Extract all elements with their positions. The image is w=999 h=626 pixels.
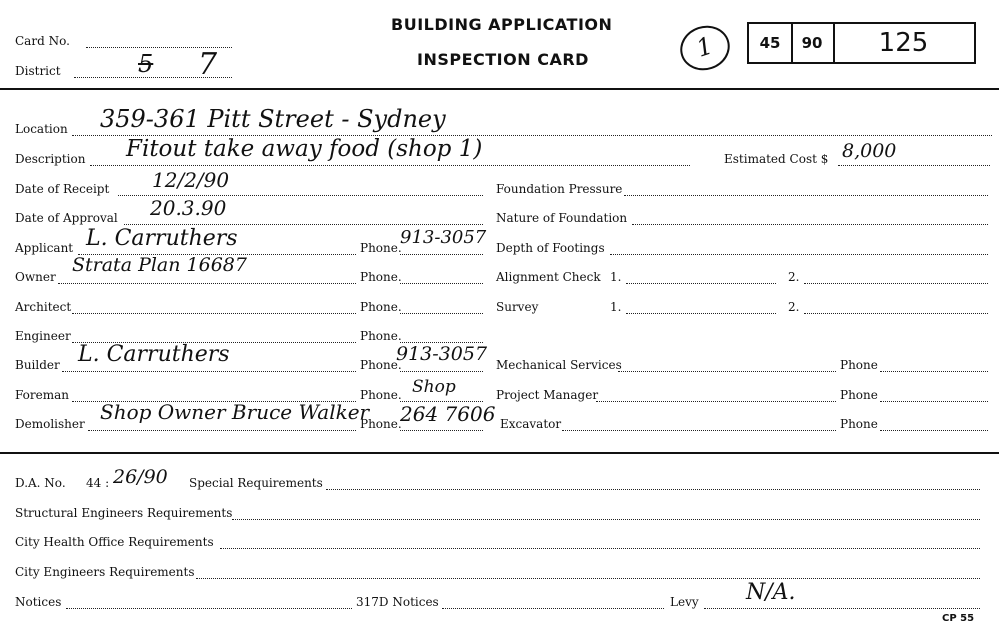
special-requirements-line xyxy=(326,489,980,490)
builder-phone-line xyxy=(400,371,483,372)
project-manager-label: Project Manager xyxy=(496,388,599,402)
foundation-pressure-line xyxy=(624,195,988,196)
architect-line xyxy=(72,313,356,314)
nature-foundation-line xyxy=(632,224,988,225)
mechanical-label: Mechanical Services xyxy=(496,358,622,372)
health-line xyxy=(220,548,980,549)
depth-footings-label: Depth of Footings xyxy=(496,241,605,255)
excavator-line xyxy=(562,430,836,431)
date-receipt-label: Date of Receipt xyxy=(15,182,110,196)
card-no-label: Card No. xyxy=(15,34,70,48)
city-engineers-line xyxy=(196,578,980,579)
date-approval-line xyxy=(124,224,483,225)
levy-value: N/A. xyxy=(746,580,796,605)
box-left: 45 xyxy=(749,24,793,62)
box-middle: 90 xyxy=(791,24,835,62)
district-label: District xyxy=(15,64,61,78)
builder-phone-label: Phone. xyxy=(360,358,402,372)
project-manager-phone-line xyxy=(880,401,988,402)
engineer-label: Engineer xyxy=(15,329,71,343)
description-line xyxy=(90,165,690,166)
mechanical-phone-label: Phone xyxy=(840,358,878,372)
survey-num1: 1. xyxy=(610,300,622,314)
date-receipt-value: 12/2/90 xyxy=(152,168,230,192)
location-label: Location xyxy=(15,122,68,136)
form-title-line2: INSPECTION CARD xyxy=(417,50,589,69)
owner-value: Strata Plan 16687 xyxy=(72,254,247,276)
city-engineers-label: City Engineers Requirements xyxy=(15,565,195,579)
district-value: 7 xyxy=(198,47,218,82)
levy-line xyxy=(704,608,980,609)
project-manager-phone-label: Phone xyxy=(840,388,878,402)
circled-number-value: 1 xyxy=(693,31,717,63)
description-value: Fitout take away food (shop 1) xyxy=(126,136,483,162)
notices-line xyxy=(66,608,352,609)
location-value: 359-361 Pitt Street - Sydney xyxy=(100,105,446,133)
alignment-num1: 1. xyxy=(610,270,622,284)
excavator-phone-line xyxy=(880,430,988,431)
date-approval-value: 20.3.90 xyxy=(150,196,227,220)
requirements-divider xyxy=(0,452,999,454)
notices-label: Notices xyxy=(15,595,62,609)
alignment-num2: 2. xyxy=(788,270,800,284)
applicant-phone-value: 913-3057 xyxy=(400,227,487,248)
architect-label: Architect xyxy=(15,300,72,314)
notices-317d-line xyxy=(442,608,664,609)
survey-line1 xyxy=(626,313,776,314)
excavator-phone-label: Phone xyxy=(840,417,878,431)
structural-label: Structural Engineers Requirements xyxy=(15,506,233,520)
engineer-phone-label: Phone. xyxy=(360,329,402,343)
da-label: D.A. No. xyxy=(15,476,66,490)
special-requirements-label: Special Requirements xyxy=(189,476,323,490)
demolisher-label: Demolisher xyxy=(15,417,85,431)
alignment-check-label: Alignment Check xyxy=(496,270,601,284)
circled-number xyxy=(674,19,735,76)
owner-label: Owner xyxy=(15,270,56,284)
builder-value: L. Carruthers xyxy=(78,342,230,367)
mechanical-phone-line xyxy=(880,371,988,372)
nature-foundation-label: Nature of Foundation xyxy=(496,211,628,225)
header-divider xyxy=(0,88,999,90)
demolisher-phone-line xyxy=(400,430,483,431)
demolisher-line xyxy=(88,430,356,431)
depth-footings-line xyxy=(610,254,988,255)
alignment-line1 xyxy=(626,283,776,284)
applicant-label: Applicant xyxy=(15,241,74,255)
mechanical-line xyxy=(618,371,836,372)
foreman-label: Foreman xyxy=(15,388,69,402)
form-title-line1: BUILDING APPLICATION xyxy=(391,15,613,34)
applicant-value: L. Carruthers xyxy=(86,226,238,251)
structural-line xyxy=(232,519,980,520)
demolisher-value: Shop Owner Bruce Walker xyxy=(100,400,370,424)
applicant-phone-line xyxy=(400,254,483,255)
foreman-phone-value: Shop xyxy=(412,377,456,397)
estimated-cost-value: 8,000 xyxy=(842,140,897,162)
box-right: 125 xyxy=(878,28,929,58)
card-number-box xyxy=(747,22,976,64)
description-label: Description xyxy=(15,152,86,166)
levy-label: Levy xyxy=(670,595,699,609)
demolisher-phone-value: 264 7606 xyxy=(400,402,496,426)
architect-phone-label: Phone. xyxy=(360,300,402,314)
foundation-pressure-label: Foundation Pressure xyxy=(496,182,623,196)
builder-phone-value: 913-3057 xyxy=(396,343,488,365)
builder-label: Builder xyxy=(15,358,60,372)
da-prefix: 44 : xyxy=(86,476,110,490)
health-label: City Health Office Requirements xyxy=(15,535,214,549)
date-approval-label: Date of Approval xyxy=(15,211,118,225)
owner-line xyxy=(58,283,356,284)
builder-line xyxy=(62,371,356,372)
applicant-phone-label: Phone. xyxy=(360,241,402,255)
form-code: CP 55 xyxy=(942,613,975,624)
owner-phone-line xyxy=(400,283,483,284)
owner-phone-label: Phone. xyxy=(360,270,402,284)
foreman-phone-label: Phone. xyxy=(360,388,402,402)
survey-label: Survey xyxy=(496,300,539,314)
excavator-label: Excavator xyxy=(500,417,562,431)
survey-num2: 2. xyxy=(788,300,800,314)
estimated-cost-line xyxy=(838,165,990,166)
notices-317d-label: 317D Notices xyxy=(356,595,439,609)
survey-line2 xyxy=(804,313,988,314)
project-manager-line xyxy=(596,401,836,402)
da-value: 26/90 xyxy=(113,466,168,488)
demolisher-phone-label: Phone. xyxy=(360,417,402,431)
alignment-line2 xyxy=(804,283,988,284)
estimated-cost-label: Estimated Cost $ xyxy=(724,152,829,166)
district-struck-value: 5 xyxy=(138,50,154,78)
architect-phone-line xyxy=(400,313,483,314)
